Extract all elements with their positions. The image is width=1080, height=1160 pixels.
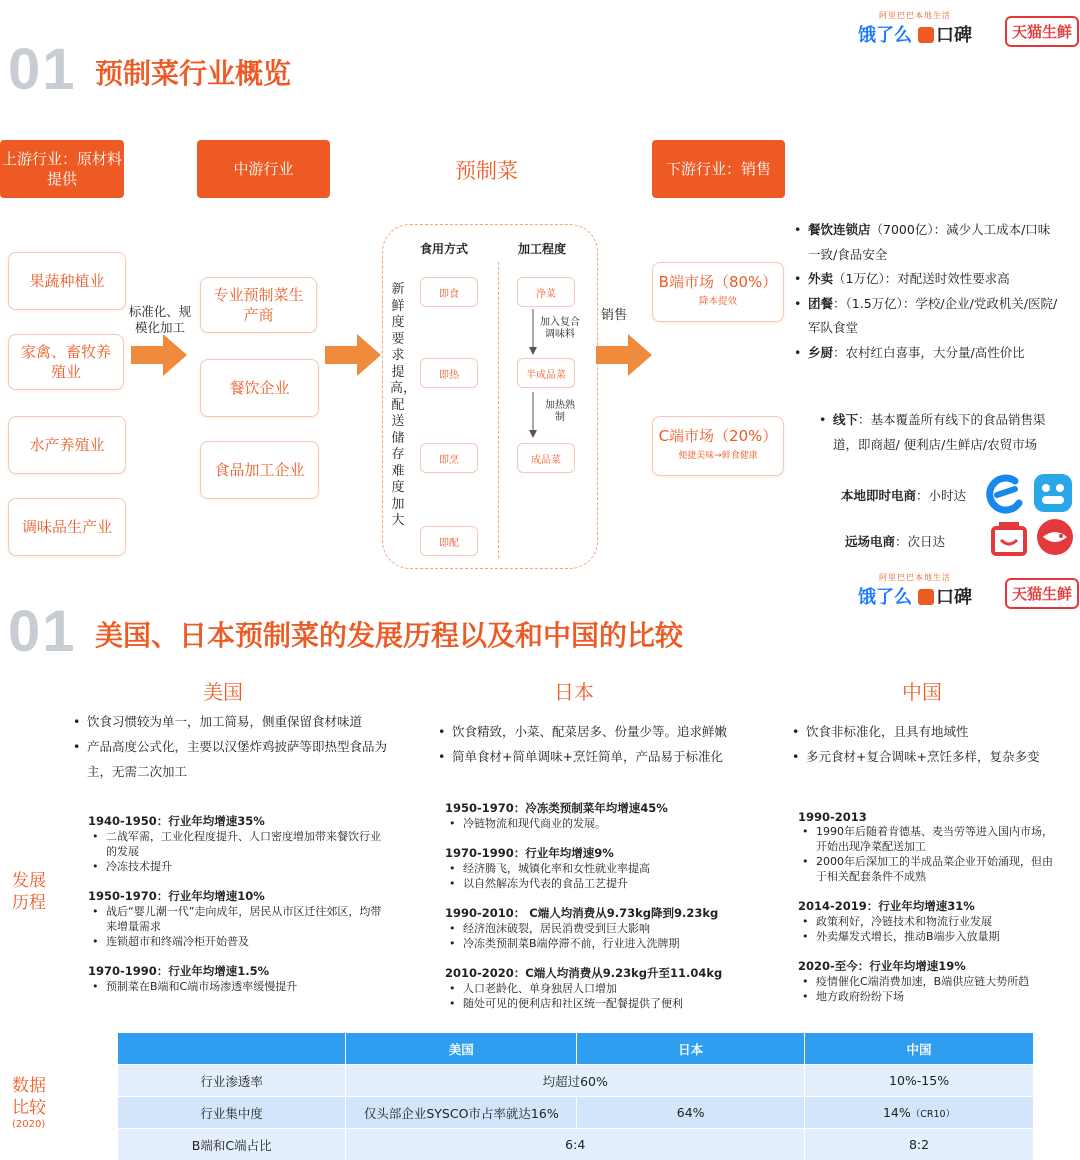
table-row	[118, 1065, 1034, 1097]
table-cell: 10%-15%	[805, 1065, 1034, 1097]
table-cell: 64%	[577, 1097, 805, 1129]
table-cell: 行业集中度	[118, 1097, 346, 1129]
table-cell: B端和C端占比	[118, 1129, 346, 1160]
list-item: • 简单食材+简单调味+烹饪简单，产品易于标准化	[438, 744, 768, 769]
list-item: • 地方政府纷纷下场	[802, 989, 1058, 1004]
cn-periods	[798, 810, 1058, 1004]
b-market-title: B端市场（80%）	[659, 272, 778, 292]
processing-header: 加工程度	[518, 240, 566, 257]
list-item: • 冷链物流和现代商业的发展。	[449, 816, 735, 831]
section2-title: 美国、日本预制菜的发展历程以及和中国的比较	[95, 614, 683, 654]
table-row	[118, 1129, 1034, 1160]
list-item: • 多元食材+复合调味+烹饪多样，复杂多变	[792, 744, 1067, 769]
center-header: 预制菜	[455, 155, 518, 185]
side-label-year: (2020)	[12, 1119, 45, 1130]
brand-header-2	[858, 572, 972, 609]
upstream-header: 上游行业：原材料提供	[0, 140, 124, 198]
list-item: • 饮食精致，小菜、配菜居多、份量少等。追求鲜嫩	[438, 719, 768, 744]
list-item: • 人口老龄化、单身独居人口增加	[449, 981, 735, 996]
period-title: 1950-1970：行业年均增速10%	[88, 888, 388, 904]
eleme-logo: 饿了么	[858, 583, 912, 609]
downstream-header: 下游行业：销售	[652, 140, 785, 198]
period-title: 2020-至今：行业年均增速19%	[798, 958, 1058, 974]
hema-app-icon	[1032, 472, 1074, 514]
table-cell: 均超过60%	[346, 1065, 805, 1097]
list-item: • 乡厨：农村红白喜事，大分量/高性价比	[794, 341, 1060, 366]
consumption-tag: 即配	[420, 526, 478, 556]
panel-divider	[498, 262, 499, 558]
list-item: • 战后“婴儿潮一代”走向成年，居民从市区迁往郊区，均带来增量需求	[92, 904, 388, 934]
c-market-title: C端市场（20%）	[659, 426, 778, 446]
side-label-data: 数据比较	[12, 1075, 48, 1119]
list-item: • 疫情催化C端消费加速，B端供应链大势所趋	[802, 974, 1058, 989]
tmall-fresh-logo: 天猫生鲜	[1005, 16, 1079, 47]
consumption-tag: 即烹	[420, 443, 478, 473]
period-title: 1990-2013	[798, 810, 1058, 824]
midstream-item: 专业预制菜生产商	[200, 277, 317, 333]
brand-tagline: 阿里巴巴本地生活	[858, 10, 972, 21]
list-item: • 以自然解冻为代表的食品工艺提升	[449, 876, 735, 891]
period-title: 1950-1970：冷冻类预制菜年均增速45%	[445, 800, 735, 816]
table-cell: 仅头部企业SYSCO市占率就达16%	[346, 1097, 577, 1129]
list-item: • 连锁超市和终端冷柜开始普及	[92, 934, 388, 949]
table-row	[118, 1097, 1034, 1129]
koubei-text: 口碑	[936, 587, 972, 608]
koubei-logo	[918, 21, 972, 47]
list-item: • 产品高度公式化，主要以汉堡炸鸡披萨等即热型食品为主，无需二次加工	[73, 734, 403, 784]
processing-tag: 净菜	[517, 277, 575, 307]
us-periods	[88, 813, 388, 994]
upstream-item: 家禽、畜牧养殖业	[8, 334, 124, 390]
midstream-item: 餐饮企业	[200, 359, 319, 417]
processing-step1: 加入复合调味料	[536, 317, 584, 341]
list-item: • 外卖（1万亿）：对配送时效性要求高	[794, 267, 1060, 292]
period-title: 2010-2020：C端人均消费从9.23kg升至11.04kg	[445, 965, 735, 981]
period-title: 1970-1990：行业年均增速1.5%	[88, 963, 388, 979]
period-title: 2014-2019：行业年均增速31%	[798, 898, 1058, 914]
table-cell: 8:2	[805, 1129, 1034, 1160]
midstream-item: 食品加工企业	[200, 441, 319, 499]
cn-traits	[792, 719, 1067, 769]
list-item: • 预制菜在B端和C端市场渗透率缓慢提升	[92, 979, 388, 994]
eleme-logo: 饿了么	[858, 21, 912, 47]
consumption-header: 食用方式	[420, 240, 468, 257]
table-cell: 行业渗透率	[118, 1065, 346, 1097]
b-market-box	[652, 262, 784, 322]
section1-number: 01	[8, 36, 77, 103]
table-header-cell	[118, 1033, 346, 1065]
b-market-points	[794, 218, 1060, 365]
table-header-cell: 日本	[577, 1033, 805, 1065]
down-arrow-icon	[528, 392, 538, 438]
processing-tag: 成品菜	[517, 443, 575, 473]
list-item: • 冷冻类预制菜B端停滞不前，行业进入洗牌期	[449, 936, 735, 951]
shopping-bag-icon	[989, 518, 1029, 558]
jp-periods	[445, 800, 735, 1011]
c-market-sub: 便捷美味→鲜食健康	[678, 446, 758, 466]
arrow3-label: 销售	[601, 304, 627, 323]
list-item: • 饮食习惯较为单一，加工简易，侧重保留食材味道	[73, 709, 403, 734]
list-item: • 餐饮连锁店（7000亿）：减少人工成本/口味一致/食品安全	[794, 218, 1060, 267]
upstream-item: 调味品生产业	[8, 498, 126, 556]
jp-traits	[438, 719, 768, 769]
section1-title: 预制菜行业概览	[95, 52, 291, 92]
processing-step2: 加热熟制	[544, 400, 576, 424]
side-label-development: 发展历程	[12, 870, 48, 914]
processing-tag: 半成品菜	[517, 358, 575, 388]
list-item: • 外卖爆发式增长，推动B端步入放量期	[802, 929, 1058, 944]
list-item: • 2000年后深加工的半成品菜企业开始涌现，但由于相关配套条件不成熟	[802, 854, 1058, 884]
c-market-box	[652, 416, 784, 476]
c-market-offline	[819, 408, 1067, 457]
list-item: • 二战军需，工业化程度提升、人口密度增加带来餐饮行业的发展	[92, 829, 388, 859]
table-header-row	[118, 1033, 1034, 1065]
right-arrow-icon	[131, 334, 187, 376]
list-item: • 经济泡沫破裂，居民消费受到巨大影响	[449, 921, 735, 936]
list-item: • 饮食非标准化，且具有地域性	[792, 719, 1067, 744]
period-title: 1970-1990：行业年均增速9%	[445, 845, 735, 861]
midstream-header: 中游行业	[197, 140, 330, 198]
b-market-sub: 降本提效	[699, 292, 737, 312]
prepared-dish-panel	[382, 224, 598, 569]
right-arrow-icon	[596, 334, 652, 376]
table-header-cell: 中国	[805, 1033, 1034, 1065]
comparison-table	[118, 1033, 1034, 1160]
list-item: • 1990年后随着肯德基、麦当劳等进入国内市场，开始出现净菜配送加工	[802, 824, 1058, 854]
fresh-app-icon	[1035, 517, 1075, 557]
tmall-fresh-logo: 天猫生鲜	[1005, 578, 1079, 609]
period-title: 1990-2010： C端人均消费从9.73kg降到9.23kg	[445, 905, 735, 921]
brand-tagline: 阿里巴巴本地生活	[858, 572, 972, 583]
period-title: 1940-1950：行业年均增速35%	[88, 813, 388, 829]
section2-number: 01	[8, 598, 77, 665]
table-cell: 14%（CR10）	[805, 1097, 1034, 1129]
local-ecom: 本地即时电商：小时达	[841, 486, 966, 504]
table-header-cell: 美国	[346, 1033, 577, 1065]
country-cn: 中国	[902, 676, 942, 705]
eleme-app-icon	[985, 473, 1027, 515]
brand-header-1	[858, 10, 972, 47]
remote-ecom: 远场电商：次日达	[845, 532, 945, 550]
koubei-logo	[918, 583, 972, 609]
arrow1-label: 标准化、规模化加工	[124, 304, 196, 336]
list-item: • 随处可见的便利店和社区统一配餐提供了便利	[449, 996, 735, 1011]
table-cell: 6:4	[346, 1129, 805, 1160]
us-traits	[73, 709, 403, 784]
right-arrow-icon	[325, 334, 381, 376]
consumption-tag: 即热	[420, 358, 478, 388]
vertical-note: 新鲜度要求提高，配送储存难度加大	[390, 282, 406, 530]
list-item: • 团餐：（1.5万亿）：学校/企业/党政机关/医院/军队食堂	[794, 292, 1060, 341]
country-us: 美国	[203, 676, 243, 705]
country-jp: 日本	[554, 676, 594, 705]
list-item: • 政策利好，冷链技术和物流行业发展	[802, 914, 1058, 929]
list-item: • 经济腾飞，城镇化率和女性就业率提高	[449, 861, 735, 876]
list-item: • 线下：基本覆盖所有线下的食品销售渠道，即商超/ 便利店/生鲜店/农贸市场	[819, 408, 1067, 457]
consumption-tag: 即食	[420, 277, 478, 307]
list-item: • 冷冻技术提升	[92, 859, 388, 874]
upstream-item: 果蔬种植业	[8, 252, 126, 310]
koubei-text: 口碑	[936, 25, 972, 46]
upstream-item: 水产养殖业	[8, 416, 126, 474]
